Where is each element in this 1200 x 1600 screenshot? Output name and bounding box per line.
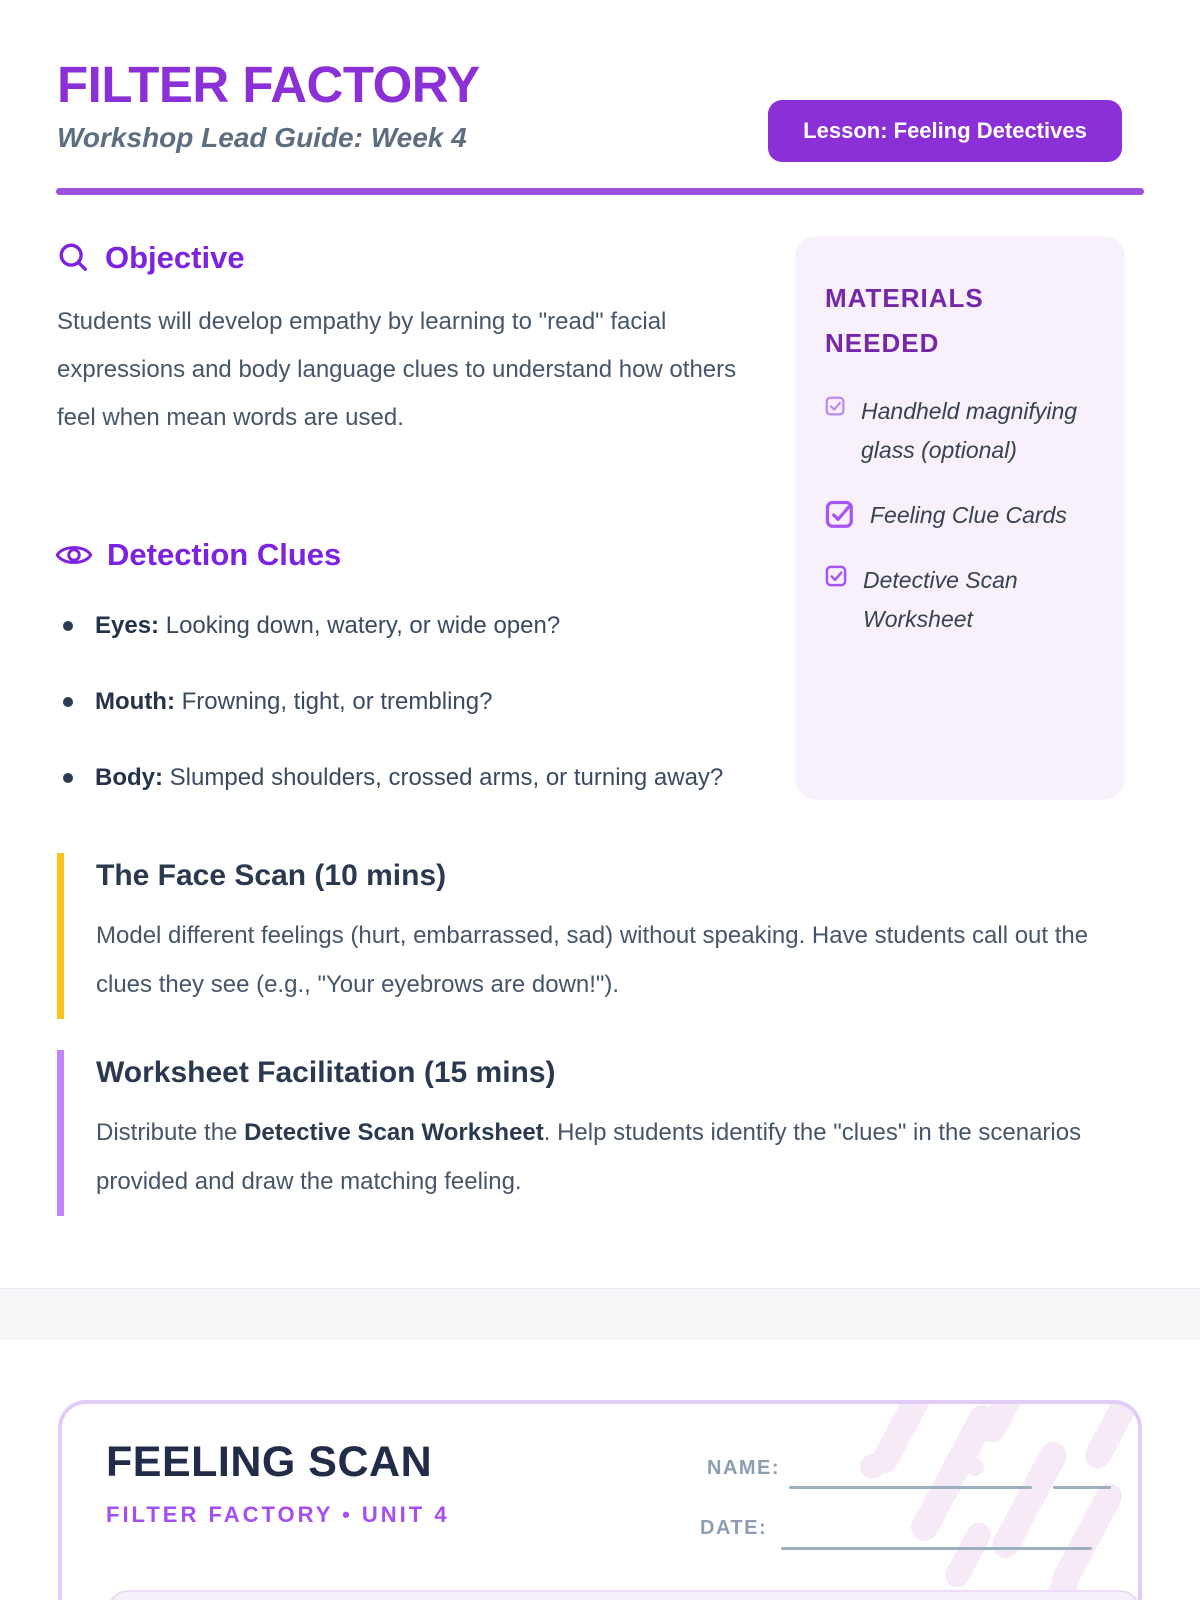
worksheet-subtitle: FILTER FACTORY • UNIT 4 <box>106 1502 450 1527</box>
activity-body: Distribute the Detective Scan Worksheet. Help students identify the "clues" in the scenarios provided and draw the matching feeling. <box>96 1119 1082 1195</box>
clue-text: Frowning, tight, or trembling? <box>181 688 493 715</box>
worksheet-name-emphasis: Detective Scan Worksheet <box>244 1119 544 1146</box>
name-field-line <box>789 1486 1032 1489</box>
page-title: FILTER FACTORY <box>57 56 480 113</box>
materials-heading: MATERIALS NEEDED <box>825 283 984 358</box>
date-field-line <box>781 1547 1092 1550</box>
lesson-badge[interactable]: Lesson: Feeling Detectives <box>768 100 1122 162</box>
confetti-decoration <box>848 1400 1142 1600</box>
name-label: NAME: <box>707 1457 781 1479</box>
feeling-scan-worksheet-card <box>58 1400 1142 1600</box>
detection-clues-section <box>55 537 755 831</box>
name-field-line-segment <box>1053 1486 1111 1489</box>
detection-clue-item <box>55 679 755 725</box>
detection-clue-item <box>55 603 755 649</box>
objective-body: Students will develop empathy by learning to "read" facial expressions and body language clues to understand how others feel when mean words are used. <box>57 308 737 431</box>
page-subtitle: Workshop Lead Guide: Week 4 <box>57 122 467 153</box>
materials-card <box>795 236 1125 800</box>
materials-item-label: Feeling Clue Cards <box>870 502 1067 528</box>
materials-item-label: Handheld magnifying glass (optional) <box>861 398 1078 463</box>
materials-item <box>825 496 1095 535</box>
bullet-dot <box>63 773 73 783</box>
bullet-dot <box>63 697 73 707</box>
materials-item <box>825 392 1095 470</box>
date-label: DATE: <box>700 1517 768 1539</box>
clue-text: Slumped shoulders, crossed arms, or turning away? <box>169 764 724 791</box>
detection-clues-list <box>55 603 755 801</box>
clue-text: Looking down, watery, or wide open? <box>165 612 561 639</box>
objective-section <box>57 240 757 442</box>
activity-title: Worksheet Facilitation (15 mins) <box>96 1056 556 1089</box>
clue-label: Mouth: <box>95 688 175 715</box>
worksheet-inner-panel <box>108 1590 1140 1600</box>
header-divider <box>56 188 1144 195</box>
materials-item <box>825 561 1095 639</box>
checkbox-checked-icon <box>825 396 846 417</box>
activity-title: The Face Scan (10 mins) <box>96 859 447 892</box>
detection-clues-heading <box>55 537 755 573</box>
detection-clue-item <box>55 755 755 801</box>
eye-icon <box>55 540 93 570</box>
objective-heading-label: Objective <box>105 240 245 275</box>
activity-body: Model different feelings (hurt, embarrassed, sad) without speaking. Have students call out the clues they see (e.g., "Your eyebrows are down!"). <box>96 922 1089 998</box>
activity-face-scan <box>57 853 1143 1019</box>
magnifier-icon <box>57 241 91 275</box>
worksheet-title: FEELING SCAN <box>106 1438 433 1486</box>
page-separator-band <box>0 1288 1200 1340</box>
checkbox-checked-icon <box>825 565 848 588</box>
detection-clues-heading-label: Detection Clues <box>107 537 342 572</box>
clue-label: Eyes: <box>95 612 160 639</box>
materials-item-label: Detective Scan Worksheet <box>863 567 1018 632</box>
bullet-dot <box>63 621 73 631</box>
objective-heading <box>57 240 757 276</box>
activity-worksheet-facilitation <box>57 1050 1143 1216</box>
checkbox-checked-icon <box>825 500 855 530</box>
clue-label: Body: <box>95 764 163 791</box>
